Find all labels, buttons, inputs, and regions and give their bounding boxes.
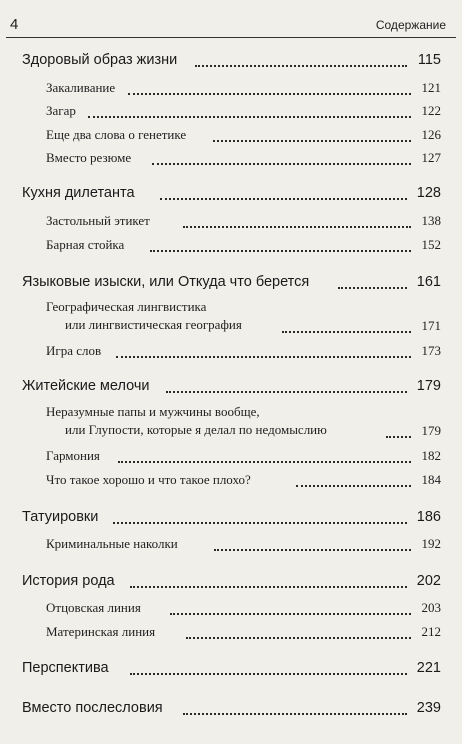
toc-section-title: Игра слов [46,343,102,358]
toc-dot-leader [195,65,407,67]
toc-section-title: Криминальные наколки [46,536,178,551]
toc-dot-leader [338,287,407,289]
toc-page-number: 186 [416,509,441,525]
toc-page-number: 239 [416,700,441,716]
toc-dot-leader [183,713,407,715]
toc-chapter-title: Перспектива [22,660,109,676]
toc-chapter [0,374,462,398]
toc-section [0,596,462,620]
toc-dot-leader [130,586,407,588]
toc-chapter-title: Житейские мелочи [22,378,150,394]
toc-section-title: Отцовская линия [46,600,141,615]
toc-section [0,99,462,123]
toc-section-title: Барная стойка [46,237,125,252]
toc-chapter-title: Языковые изыски, или Откуда что берется [22,274,310,290]
toc-chapter [0,270,462,294]
toc-section [0,339,462,363]
toc-page-number: 138 [421,213,441,228]
toc-page-number: 121 [421,80,441,95]
toc-dot-leader [88,116,411,118]
toc-page-number: 173 [421,343,441,358]
toc-section-title: Гармония [46,448,100,463]
toc-chapter-title: Здоровый образ жизни [22,52,178,68]
toc-section [0,76,462,100]
toc-section-title: Что такое хорошо и что такое плохо? [46,472,251,487]
toc-page-number: 179 [416,378,441,394]
toc-section [0,123,462,147]
toc-page-number: 192 [421,536,441,551]
toc-section [0,209,462,233]
toc-page-number: 115 [417,52,441,68]
toc-section [0,233,462,257]
toc-chapter-title: Вместо послесловия [22,700,163,716]
toc-dot-leader [128,93,411,95]
toc-dot-leader [166,391,407,393]
running-head: Содержание [375,18,446,32]
toc-section [0,444,462,468]
toc-dot-leader [282,331,411,333]
toc-section-title: Застольный этикет [46,213,150,228]
toc-page-number: 127 [421,150,441,165]
toc-page-number: 184 [421,472,441,487]
toc-chapter-title: Кухня дилетанта [22,185,135,201]
toc-dot-leader [186,637,411,639]
toc-chapter [0,181,462,205]
toc-section [0,401,462,443]
toc-chapter [0,48,462,72]
toc-section [0,532,462,556]
toc-page-number: 152 [421,237,441,252]
page-number: 4 [10,16,19,33]
toc-dot-leader [130,673,407,675]
toc-section-title-line: Географическая лингвистика [46,299,207,314]
toc-section-title: Вместо резюме [46,150,132,165]
toc-section-title-line: Неразумные папы и мужчины вообще, [46,404,260,419]
toc-section [0,468,462,492]
toc-section-title: Материнская линия [46,624,156,639]
toc-dot-leader [213,140,411,142]
toc-dot-leader [116,356,411,358]
toc-dot-leader [386,436,411,438]
toc-page-number: 182 [421,448,441,463]
toc-chapter-title: История рода [22,573,115,589]
toc-page-number: 202 [416,573,441,589]
page-header [0,0,462,40]
toc-dot-leader [113,522,407,524]
toc-chapter [0,696,462,720]
toc-page-number: 122 [421,103,441,118]
toc-section-title-line: или Глупости, которые я делал по недомыслию [65,422,327,437]
toc-page-number: 171 [421,318,441,333]
toc-chapter [0,505,462,529]
toc-section-title-line: или лингвистическая география [65,317,242,332]
toc-chapter [0,569,462,593]
toc-dot-leader [183,226,411,228]
toc-dot-leader [160,198,407,200]
toc-section [0,620,462,644]
toc-section-title [46,403,327,439]
toc-dot-leader [296,485,411,487]
toc-section-title: Закаливание [46,80,116,95]
toc-section [0,146,462,170]
toc-page-number: 128 [416,185,441,201]
toc-page-number: 179 [421,423,441,438]
toc-section-title [46,298,242,334]
toc-dot-leader [118,461,411,463]
toc-page-number: 212 [421,624,441,639]
toc-page-number: 161 [416,274,441,290]
toc-dot-leader [150,250,411,252]
toc-dot-leader [170,613,411,615]
toc-dot-leader [152,163,411,165]
toc-section [0,296,462,338]
toc-chapter [0,656,462,680]
toc-page-number: 203 [421,600,441,615]
toc-chapter-title: Татуировки [22,509,99,525]
toc-dot-leader [214,549,411,551]
toc-section-title: Еще два слова о генетике [46,127,187,142]
toc-page-number: 126 [421,127,441,142]
toc-section-title: Загар [46,103,76,118]
toc-page-number: 221 [416,660,441,676]
header-rule [6,37,456,38]
